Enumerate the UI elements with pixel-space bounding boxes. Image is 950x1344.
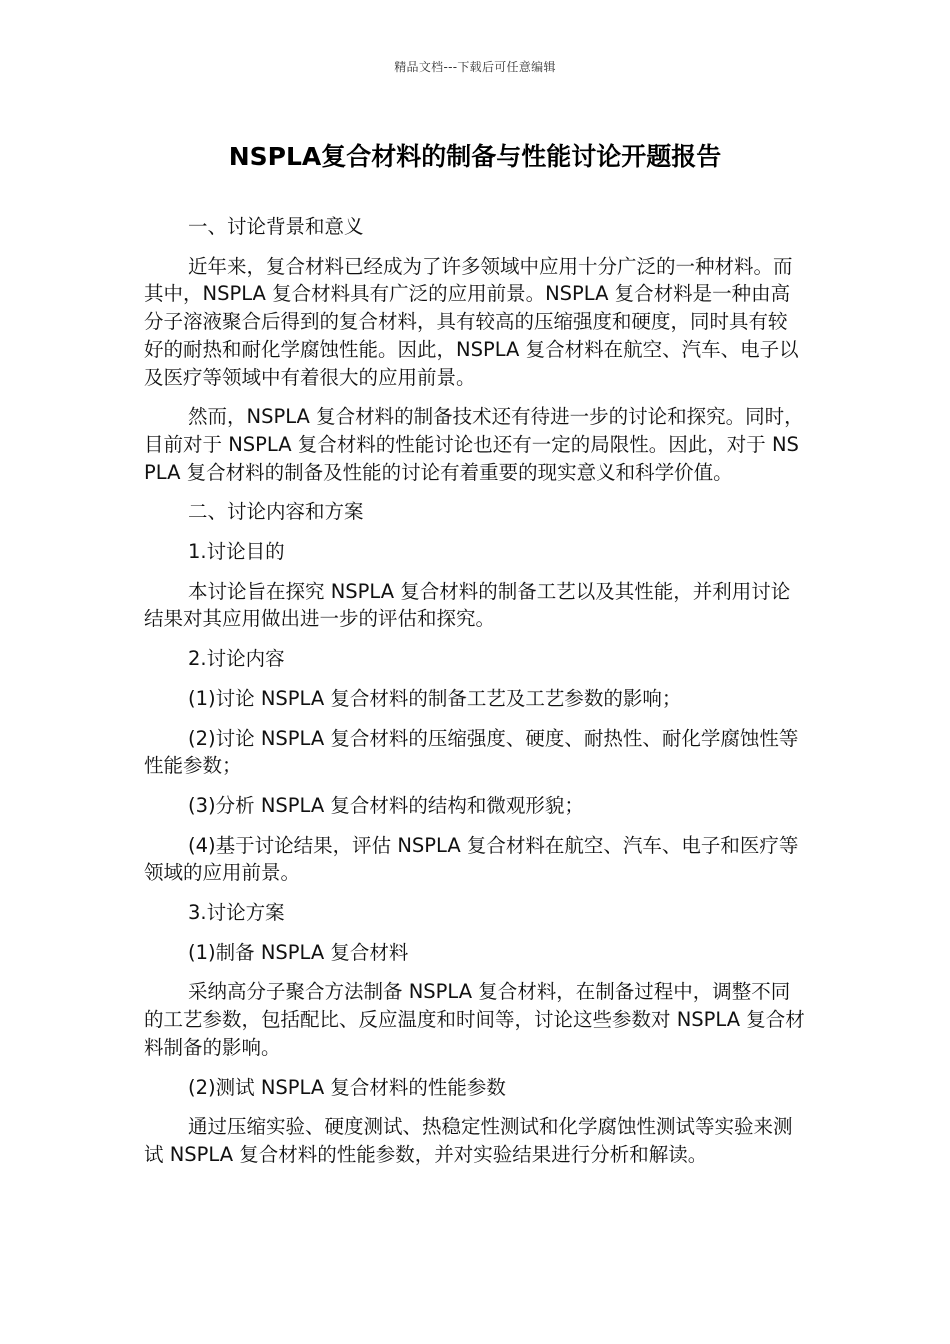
section-heading-background: 一、讨论背景和意义 (188, 215, 364, 238)
subheading-plan: 3.讨论方案 (188, 901, 285, 925)
paragraph-purpose: 本讨论旨在探究 NSPLA 复合材料的制备工艺以及其性能，并利用讨论结果对其应用做出进一步的评估和探究。 (144, 579, 791, 631)
document-title: NSPLA复合材料的制备与性能讨论开题报告 (228, 142, 722, 171)
paragraph-plan-2: 通过压缩实验、硬度测试、热稳定性测试和化学腐蚀性测试等实验来测试 NSPLA 复合材料的性能参数，并对实验结果进行分析和解读。 (144, 1115, 793, 1166)
document-body (144, 213, 806, 1181)
paragraph-plan-1: 采纳高分子聚合方法制备 NSPLA 复合材料，在制备过程中，调整不同的工艺参数，包括配比、反应温度和时间等，讨论这些参数对 NSPLA 复合材料制备的影响。 (144, 980, 805, 1059)
section-heading-content: 二、讨论内容和方案 (188, 500, 364, 524)
list-item-content-1: (1)讨论 NSPLA 复合材料的制备工艺及工艺参数的影响； (188, 686, 682, 710)
header-note: 精品文档---下载后可任意编辑 (394, 60, 556, 74)
paragraph-background-2: 然而，NSPLA 复合材料的制备技术还有待进一步的讨论和探究。同时，目前对于 NSPLA 复合材料的性能讨论也还有一定的局限性。因此，对于 NSPLA 复合材料的制备及性能的讨论有着重要的现实意义和科学价值。 (144, 405, 804, 484)
list-item-plan-1: (1)制备 NSPLA 复合材料 (188, 940, 409, 964)
subheading-purpose: 1.讨论目的 (188, 540, 285, 564)
paragraph-background-1: 近年来，复合材料已经成为了许多领域中应用十分广泛的一种材料。而其中，NSPLA 复合材料具有广泛的应用前景。NSPLA 复合材料是一种由高分子溶液聚合后得到的复合材料，具有较高的压缩强度和硬度，同时具有较好的耐热和耐化学腐蚀性能。因此，NSPLA 复合材料在航空、汽车、电子以及医疗等领域中有着很大的应用前景。 (144, 254, 799, 389)
list-item-content-2: (2)讨论 NSPLA 复合材料的压缩强度、硬度、耐热性、耐化学腐蚀性等性能参数； (144, 726, 799, 778)
list-item-content-4: (4)基于讨论结果，评估 NSPLA 复合材料在航空、汽车、电子和医疗等领域的应用前景。 (144, 833, 799, 885)
list-item-plan-2: (2)测试 NSPLA 复合材料的性能参数 (188, 1075, 506, 1099)
subheading-content: 2.讨论内容 (188, 647, 285, 671)
list-item-content-3: (3)分析 NSPLA 复合材料的结构和微观形貌； (188, 793, 584, 817)
